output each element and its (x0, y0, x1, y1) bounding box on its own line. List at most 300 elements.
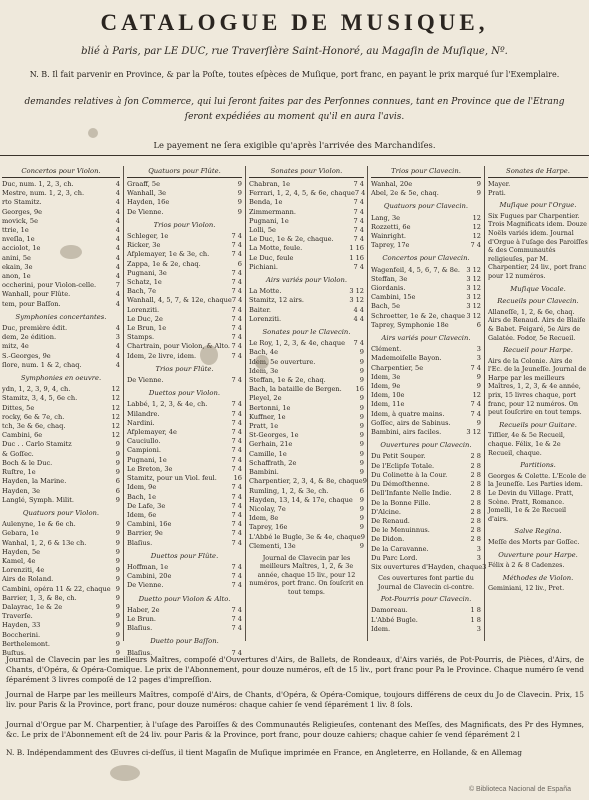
library-stamp: © Biblioteca Nacional de España (468, 786, 571, 793)
entry-title: Le Roy, 1, 2, 3, & 4e, chaque (249, 339, 346, 348)
catalogue-entry (2, 281, 120, 290)
entry-price: 9 (115, 575, 120, 584)
entry-price: 9 (359, 403, 364, 412)
entry-price: 9 (359, 394, 364, 403)
entry-price: 7 4 (231, 581, 242, 590)
catalogue-entry (371, 419, 481, 428)
catalogue-entry (371, 554, 481, 563)
catalogue-entry (127, 563, 242, 572)
catalogue-entry (371, 526, 481, 535)
entry-price: 1 8 (470, 606, 481, 615)
entry-price: 7 (115, 281, 120, 290)
entry-price: 9 (237, 189, 242, 198)
journal-note: Journal de Clavecin par les meilleurs Maîtres, 1, 2, & 3e année, chaque 15 liv., pour 12 numéros, port franc. On ſouſcrit en tout temps. (249, 553, 364, 596)
entry-price: 9 (359, 440, 364, 449)
payment-note: Le payement ne ſera exigible qu'après l'arrivée des Marchandiſes. (153, 140, 436, 150)
entry-price: 9 (359, 348, 364, 357)
entry-title: Ricker, 3e (127, 241, 161, 250)
entry-title: Cambini, 16e (127, 520, 172, 529)
entry-title: Stamitz, 3, 4, 5, 6e ch. (2, 394, 78, 403)
entry-price: 4 (115, 253, 120, 262)
section-heading: Recueil pour Harpe. (503, 346, 573, 355)
entry-price: 3 (115, 333, 120, 342)
entry-title: Chabran, 1e (249, 180, 291, 188)
entry-title: Duc, première édit. (2, 324, 68, 333)
entry-title: Benda, 1e (249, 198, 283, 207)
harp-list: Airs de la Colonie. Airs de l'Ec. de la Jeuneſſe. Journal de Harpe par les meilleurs Maîtres, 1, 2, 3, & 4e année, prix, 15 livres chaque, port franc, pour 12 numéros. On peut ſouſcrire en tout temps. (488, 356, 587, 417)
entry-price: 4 (115, 226, 120, 235)
entry-price: 6 (115, 477, 120, 486)
catalogue-entry (127, 269, 242, 278)
catalogue-entry (249, 287, 364, 296)
catalogue-entry (127, 615, 242, 624)
catalogue-entry (127, 511, 242, 520)
catalogue-entry (2, 263, 120, 272)
entry-title: Prati. (488, 188, 506, 197)
stain (255, 355, 269, 369)
entry-price: 9 (359, 366, 364, 375)
catalogue-entry (2, 235, 120, 244)
entry-price: 9 (476, 189, 481, 198)
entry-price: 6 (237, 259, 242, 268)
catalogue-entry (127, 315, 242, 324)
entry-title: Zimmermann. (249, 207, 297, 216)
entry-title: Schleger, 1e (127, 232, 169, 241)
entry-title: Barrier, 1, 3, & 8e, ch. (2, 593, 77, 602)
entry-price: 7 4 (231, 287, 242, 296)
column-divider (123, 166, 124, 641)
catalogue-entry (2, 385, 120, 394)
entry-title: L'Abbé Bugle. (371, 615, 418, 624)
entry-title: Du Parc Lord. (371, 553, 418, 562)
entry-title: Cambini, 15e (371, 293, 416, 302)
entry-price: 9 (237, 180, 242, 188)
catalogue-entry (371, 189, 481, 198)
catalogue-entry (371, 373, 481, 382)
catalogue-entry (371, 345, 481, 354)
entry-price: 7 4 (231, 562, 242, 571)
entry-list (371, 345, 481, 437)
catalogue-entry (249, 385, 364, 394)
catalogue-entry (127, 437, 242, 446)
entry-price: 9 (359, 523, 364, 532)
entry-price: 9 (359, 458, 364, 467)
entry-title: Taprey, Symphonie 18e (371, 320, 449, 329)
entry-title: Cambini, opéra 11 & 22, chaque (2, 584, 111, 593)
entry-price: 7 4 (353, 207, 364, 216)
entry-title: Barrier, 9e (127, 529, 163, 538)
catalogue-entry (2, 440, 120, 449)
catalogue-entry (2, 324, 120, 333)
entry-price: 4 (115, 189, 120, 198)
catalogue-entry (371, 428, 481, 437)
entry-price: 3 12 (466, 302, 481, 311)
entry-price: 3 12 (466, 274, 481, 283)
entry-price: 7 4 (231, 520, 242, 529)
entry-title: Clément. (371, 345, 402, 354)
catalogue-entry (127, 410, 242, 419)
entry-title: Schaffrath, 2e (249, 458, 297, 467)
entry-price: 9 (115, 648, 120, 657)
entry-title: Bertonni, 1e (249, 403, 291, 412)
catalogue-entry (127, 376, 242, 385)
entry-title: Le Duc, 2e (127, 314, 163, 323)
entry-title: Labbé, 1, 2, 3, & 4e, ch. (127, 400, 208, 409)
entry-price: 9 (359, 514, 364, 523)
section-heading: Muſique Vocale. (510, 284, 566, 293)
entry-price: 12 (472, 391, 481, 400)
entry-price: 12 (111, 412, 120, 421)
entry-price: 1 16 (349, 253, 364, 262)
entry-title: Pugnani, 3e (127, 268, 167, 277)
catalogue-entry (127, 400, 242, 409)
entry-price: 7 4 (353, 180, 364, 188)
entry-title: Duc . . Carlo Stamitz (2, 440, 72, 449)
entry-price: 12 (472, 222, 481, 231)
catalogue-entry (127, 483, 242, 492)
catalogue-entry (2, 557, 120, 566)
entry-title: Lorenziti. (249, 314, 282, 323)
column-harpsichord-trios (371, 166, 487, 644)
entry-price: 4 (115, 216, 120, 225)
section-heading: Partitions. (520, 461, 556, 470)
entry-title: Pichiani. (249, 262, 278, 271)
entry-title: Gerhain, 21e (249, 440, 293, 449)
entry-title: Hayden, 33 (2, 621, 41, 630)
entry-list (249, 339, 367, 551)
catalogue-entry (2, 575, 120, 584)
entry-title: Le Brun. (127, 614, 156, 623)
footer-harp-journal: Journal de Harpe par les meilleurs Maîtres, compoſé d'Airs, de Chants, d'Opéra, & Opéra-Comique, toujours différens de ceux du Jo de Clavecin. Prix, 15 liv. pour Paris & la Province, port franc, pour douze numéros: chaque cahier ſe vend ſéparément 1 liv. 8 ſols. (6, 690, 584, 709)
entry-title: Idem, 2e livre, idem. (127, 351, 197, 360)
entry-title: Pleyel, 2e (249, 394, 282, 403)
catalogue-entry (371, 517, 481, 526)
entry-price: 9 (115, 440, 120, 449)
entry-price: 4 (115, 324, 120, 333)
entry-title: D'Alcine. (371, 507, 402, 516)
entry-price: 3 12 (466, 284, 481, 293)
entry-title: Lang, 3e (371, 213, 401, 222)
entry-price: 2 8 (470, 516, 481, 525)
catalogue-entry (127, 352, 242, 361)
entry-price: 4 (115, 351, 120, 360)
entry-price: 7 4 (231, 278, 242, 287)
catalogue-entry (371, 499, 481, 508)
section-heading: Duettos pour Violon. (148, 389, 221, 398)
catalogue-entry (127, 278, 242, 287)
entry-price: 7 4 (231, 400, 242, 409)
entry-price: 7 4 (231, 409, 242, 418)
entry-price: 3 (476, 345, 481, 354)
entry-price: 9 (115, 495, 120, 504)
catalogue-entry (249, 459, 364, 468)
entry-price: 7 4 (231, 624, 242, 633)
overture-note: Ces ouvertures font partie du Journal de Clavecin ci-contre. (377, 574, 475, 591)
entry-price: 4 (115, 235, 120, 244)
section-heading: Airs variés pour Violon. (265, 276, 348, 285)
entry-title: acciolot, 1e (2, 244, 41, 253)
partitions-list: Georges & Colette. L'Ecole de la Jeuneſſe. Les Parties idem. Le Devin du Village. Pratt, Scène. Pratt, Romance. Jomelli, 1e & 2e Recueil d'airs. (488, 471, 587, 523)
header-rule (0, 155, 589, 156)
catalogue-entry (371, 223, 481, 232)
catalogue-entry (249, 263, 364, 272)
entry-title: Lorenziti. (127, 305, 160, 314)
entry-price: 7 4 (231, 510, 242, 519)
entry-list (371, 214, 481, 251)
entry-price: 7 4 (231, 241, 242, 250)
entry-title: Wanhall, pour Flûte. (2, 290, 71, 299)
catalogue-entry (127, 324, 242, 333)
catalogue-entry (2, 198, 120, 207)
catalogue-entry (127, 493, 242, 502)
entry-price: 7 4 (231, 376, 242, 385)
entry-price: 4 (115, 272, 120, 281)
entry-title: De Vienne. (127, 207, 164, 216)
catalogue-entry (371, 293, 481, 302)
entry-price: 7 4 (231, 464, 242, 473)
entry-price: 4 (115, 299, 120, 308)
column-violin-sonatas (249, 166, 367, 644)
catalogue-entry (371, 606, 481, 615)
entry-title: St-Georges, 1e (249, 431, 299, 440)
entry-price: 9 (115, 468, 120, 477)
catalogue-entry (371, 562, 487, 572)
entry-title: Hayden, la Marine. (2, 477, 67, 486)
entry-list (371, 180, 481, 198)
entry-price: 7 4 (231, 437, 242, 446)
column-heading: Concertos pour Violon. (2, 166, 120, 178)
catalogue-entry (249, 422, 364, 431)
entry-title: Afplemayer, 1e & 3e, ch. (127, 250, 210, 259)
catalogue-entry (249, 413, 364, 422)
entry-price: 4 (115, 198, 120, 207)
catalogue-entry (249, 306, 364, 315)
entry-title: Afplemayer, 4e (127, 428, 177, 437)
entry-list (2, 324, 120, 370)
catalogue-entry (371, 321, 481, 330)
entry-title: Schatz, 1e (127, 278, 162, 287)
catalogue-entry (249, 514, 364, 523)
catalogue-entry (371, 275, 481, 284)
entry-title: Le Brun, 1e (127, 324, 167, 333)
section-heading: Concertos pour Clavecin. (382, 254, 470, 263)
column-violin-concertos (2, 166, 120, 657)
entry-title: Traverſe. (2, 612, 33, 621)
entry-title: Steffan, 3e (371, 274, 408, 283)
entry-price: 7 4 (353, 262, 364, 271)
entry-title: Baiter. (249, 305, 271, 314)
entry-price: 9 (359, 504, 364, 513)
catalogue-entry (2, 594, 120, 603)
entry-price: 9 (476, 418, 481, 427)
catalogue-entry (2, 300, 120, 309)
entry-title: Wainright. (371, 232, 406, 241)
entry-price: 4 (115, 360, 120, 369)
entry-title: De Didon. (371, 535, 405, 544)
requests-note: demandes relatives à ſon Commerce, qui lui ſeront faites par des Perſonnes connues, tant en Province que de l'Etrang (24, 97, 565, 107)
catalogue-entry (371, 241, 481, 250)
section-heading: Recueils pour Guitare. (499, 420, 577, 429)
catalogue-entry (371, 354, 481, 363)
catalogue-entry (249, 496, 364, 505)
entry-title: Cauciullo. (127, 437, 161, 446)
entry-title: Stamitz, 12 airs. (249, 296, 304, 305)
entry-price: 7 4 (470, 241, 481, 250)
entry-price: 12 (472, 213, 481, 222)
entry-price: 9 (359, 431, 364, 440)
catalogue-entry (371, 616, 481, 625)
entry-list (371, 266, 481, 330)
entry-price: 7 4 (470, 363, 481, 372)
entry-price: 7 4 (231, 418, 242, 427)
entry-list (127, 376, 242, 385)
footer-nb-note: N. B. Indépendamment des Œuvres ci-deſſus, il tient Magaſin de Muſique imprimée en France, en Angleterre, en Hollande, & en Allemag (6, 748, 523, 757)
violin-method-list: Geminiani, 12 liv., Pret. (488, 584, 565, 593)
catalogue-title: CATALOGUE DE MUSIQUE, (100, 10, 489, 35)
entry-price: 9 (115, 547, 120, 556)
entry-title: De la Bonne Fille. (371, 498, 431, 507)
entry-title: De l'Eclipſe Totale. (371, 461, 435, 470)
entry-title: Pugnani, 1e (249, 216, 289, 225)
entry-price: 9 (359, 541, 364, 550)
catalogue-entry (249, 431, 364, 440)
entry-title: Taprey, 16e (249, 523, 288, 532)
entry-title: Bambini, airs faciles. (371, 428, 442, 437)
catalogue-entry (2, 352, 120, 361)
catalogue-entry (2, 640, 120, 649)
entry-price: 9 (476, 372, 481, 381)
entry-price: 2 8 (470, 489, 481, 498)
catalogue-entry (127, 624, 242, 633)
entry-title: Dalayrac, 1e & 2e (2, 602, 63, 611)
entry-list (249, 287, 364, 324)
entry-price: 9 (115, 630, 120, 639)
entry-title: ekain, 3e (2, 262, 33, 271)
catalogue-entry (127, 581, 242, 590)
entry-list (2, 385, 120, 505)
catalogue-entry (127, 520, 242, 529)
section-heading: Trios pour Violon. (153, 220, 216, 229)
catalogue-entry (249, 315, 364, 324)
column-heading: Quatuors pour Flûte. (127, 166, 242, 178)
entry-price: 9 (115, 602, 120, 611)
catalogue-entry (127, 189, 242, 198)
entry-title: Gebara, 1e (2, 529, 39, 538)
catalogue-entry (2, 566, 120, 575)
catalogue-entry (2, 459, 120, 468)
catalogue-entry (127, 428, 242, 437)
catalogue-entry (488, 189, 588, 198)
catalogue-entry (127, 572, 242, 581)
entry-price: 2 8 (470, 507, 481, 516)
entry-title: Cambini, 6e (2, 431, 43, 440)
entry-price: 9 (115, 612, 120, 621)
catalogue-entry (2, 548, 120, 557)
entry-price: 2 8 (470, 535, 481, 544)
entry-price: 7 4 (231, 446, 242, 455)
entry-price: 9 (115, 458, 120, 467)
section-heading: Sonates pour le Clavecin. (262, 328, 351, 337)
entry-price: 9 (359, 412, 364, 421)
entry-price: 3 (476, 624, 481, 633)
entry-title: Chartrain, pour Violon, & Alto. (127, 342, 231, 351)
vocal-list: Allaneſſe, 1, 2, & 6e, chaq. Airs de Renaud. Airs de Blaiſe & Babet. Feigaré, 5e Airs de Galatée. Fodor, 5e Recueil. (488, 307, 586, 342)
entry-price: 3 12 (349, 287, 364, 296)
catalogue-entry (127, 232, 242, 241)
entry-price: 7 4 (231, 501, 242, 510)
entry-title: Wanhall, 4, 5, 7, & 12e, chaque (127, 296, 232, 305)
entry-title: Mayer. (488, 180, 511, 188)
catalogue-entry (371, 284, 481, 293)
entry-price: 7 4 (353, 226, 364, 235)
organ-list: Six Fugues par Charpentier. Trois Magnificats idem. Douze Noëls variés idem. Journal d'Orgue à l'uſage des Paroiſſes & des Communautés religieuſes, par M. Charpentier, 24 liv., port franc pour 12 numéros. (488, 211, 588, 280)
catalogue-entry (249, 523, 364, 532)
entry-price: 12 (111, 422, 120, 431)
catalogue-entry (127, 606, 242, 615)
entry-price: 9 (359, 495, 364, 504)
entry-price: 9 (115, 584, 120, 593)
entry-title: Idem, 9e (127, 483, 157, 492)
entry-title: Idem, 8e (249, 514, 279, 523)
catalogue-entry (371, 462, 481, 471)
catalogue-entry (2, 431, 120, 440)
entry-price: 9 (115, 593, 120, 602)
entry-title: Wagenfeil, 4, 5, 6, 7, & 8e. (371, 265, 460, 274)
catalogue-entry (2, 290, 120, 299)
entry-title: L'Abbé le Bugle, 3e & 4e, chaque (249, 532, 361, 541)
entry-title: Wanhal, 20e (371, 180, 413, 188)
entry-title: Duc, num. 1, 2, 3, ch. (2, 180, 74, 188)
entry-price: 6 (476, 320, 481, 329)
entry-price: 4 (115, 244, 120, 253)
entry-title: Camille, 1e (249, 449, 287, 458)
section-heading: Muſique pour l'Orgue. (499, 201, 577, 210)
entry-title: Wanhal, 1, 2, 6 & 13e ch. (2, 538, 87, 547)
catalogue-entry (371, 545, 481, 554)
entry-price: 7 4 (231, 614, 242, 623)
catalogue-entry (2, 487, 120, 496)
entry-price: 9 (476, 382, 481, 391)
entry-price: 9 (115, 529, 120, 538)
section-heading: Symphonies concertantes. (15, 312, 107, 321)
entry-title: Le Duc, 1e & 2e, chaque. (249, 235, 334, 244)
entry-title: De Renaud. (371, 516, 410, 525)
entry-price: 12 (111, 385, 120, 394)
catalogue-entry (371, 180, 481, 189)
entry-title: Abel, 2e & 5e, chaq. (371, 189, 439, 198)
section-heading: Méthodes de Violon. (502, 573, 574, 582)
entry-title: Steffan, 1e & 2e, chaq. (249, 376, 326, 385)
entry-price: 3 12 (466, 293, 481, 302)
catalogue-entry (127, 241, 242, 250)
entry-price (572, 180, 588, 189)
entry-title: Hoffman, 1e (127, 562, 169, 571)
entry-title: ſlore, num. 1 & 2, chaq. (2, 360, 82, 369)
catalogue-entry (249, 244, 364, 253)
entry-title: tch, 3e & 6e, chaq. (2, 422, 66, 431)
column-divider (245, 166, 246, 641)
entry-title: Bach, la bataille de Bergen. (249, 385, 342, 394)
catalogue-entry (249, 450, 364, 459)
salve-list: Meſſe des Morts par Goſſec. (488, 537, 580, 546)
entry-price: 7 4 (231, 428, 242, 437)
entry-title: ttrie, 1e (2, 226, 29, 235)
entry-title: Mestre, num. 1, 2, 3, ch. (2, 189, 85, 198)
entry-title: Wanhall, 3e (127, 189, 167, 198)
catalogue-entry (488, 180, 588, 189)
catalogue-entry (249, 477, 367, 486)
catalogue-entry (127, 198, 242, 207)
